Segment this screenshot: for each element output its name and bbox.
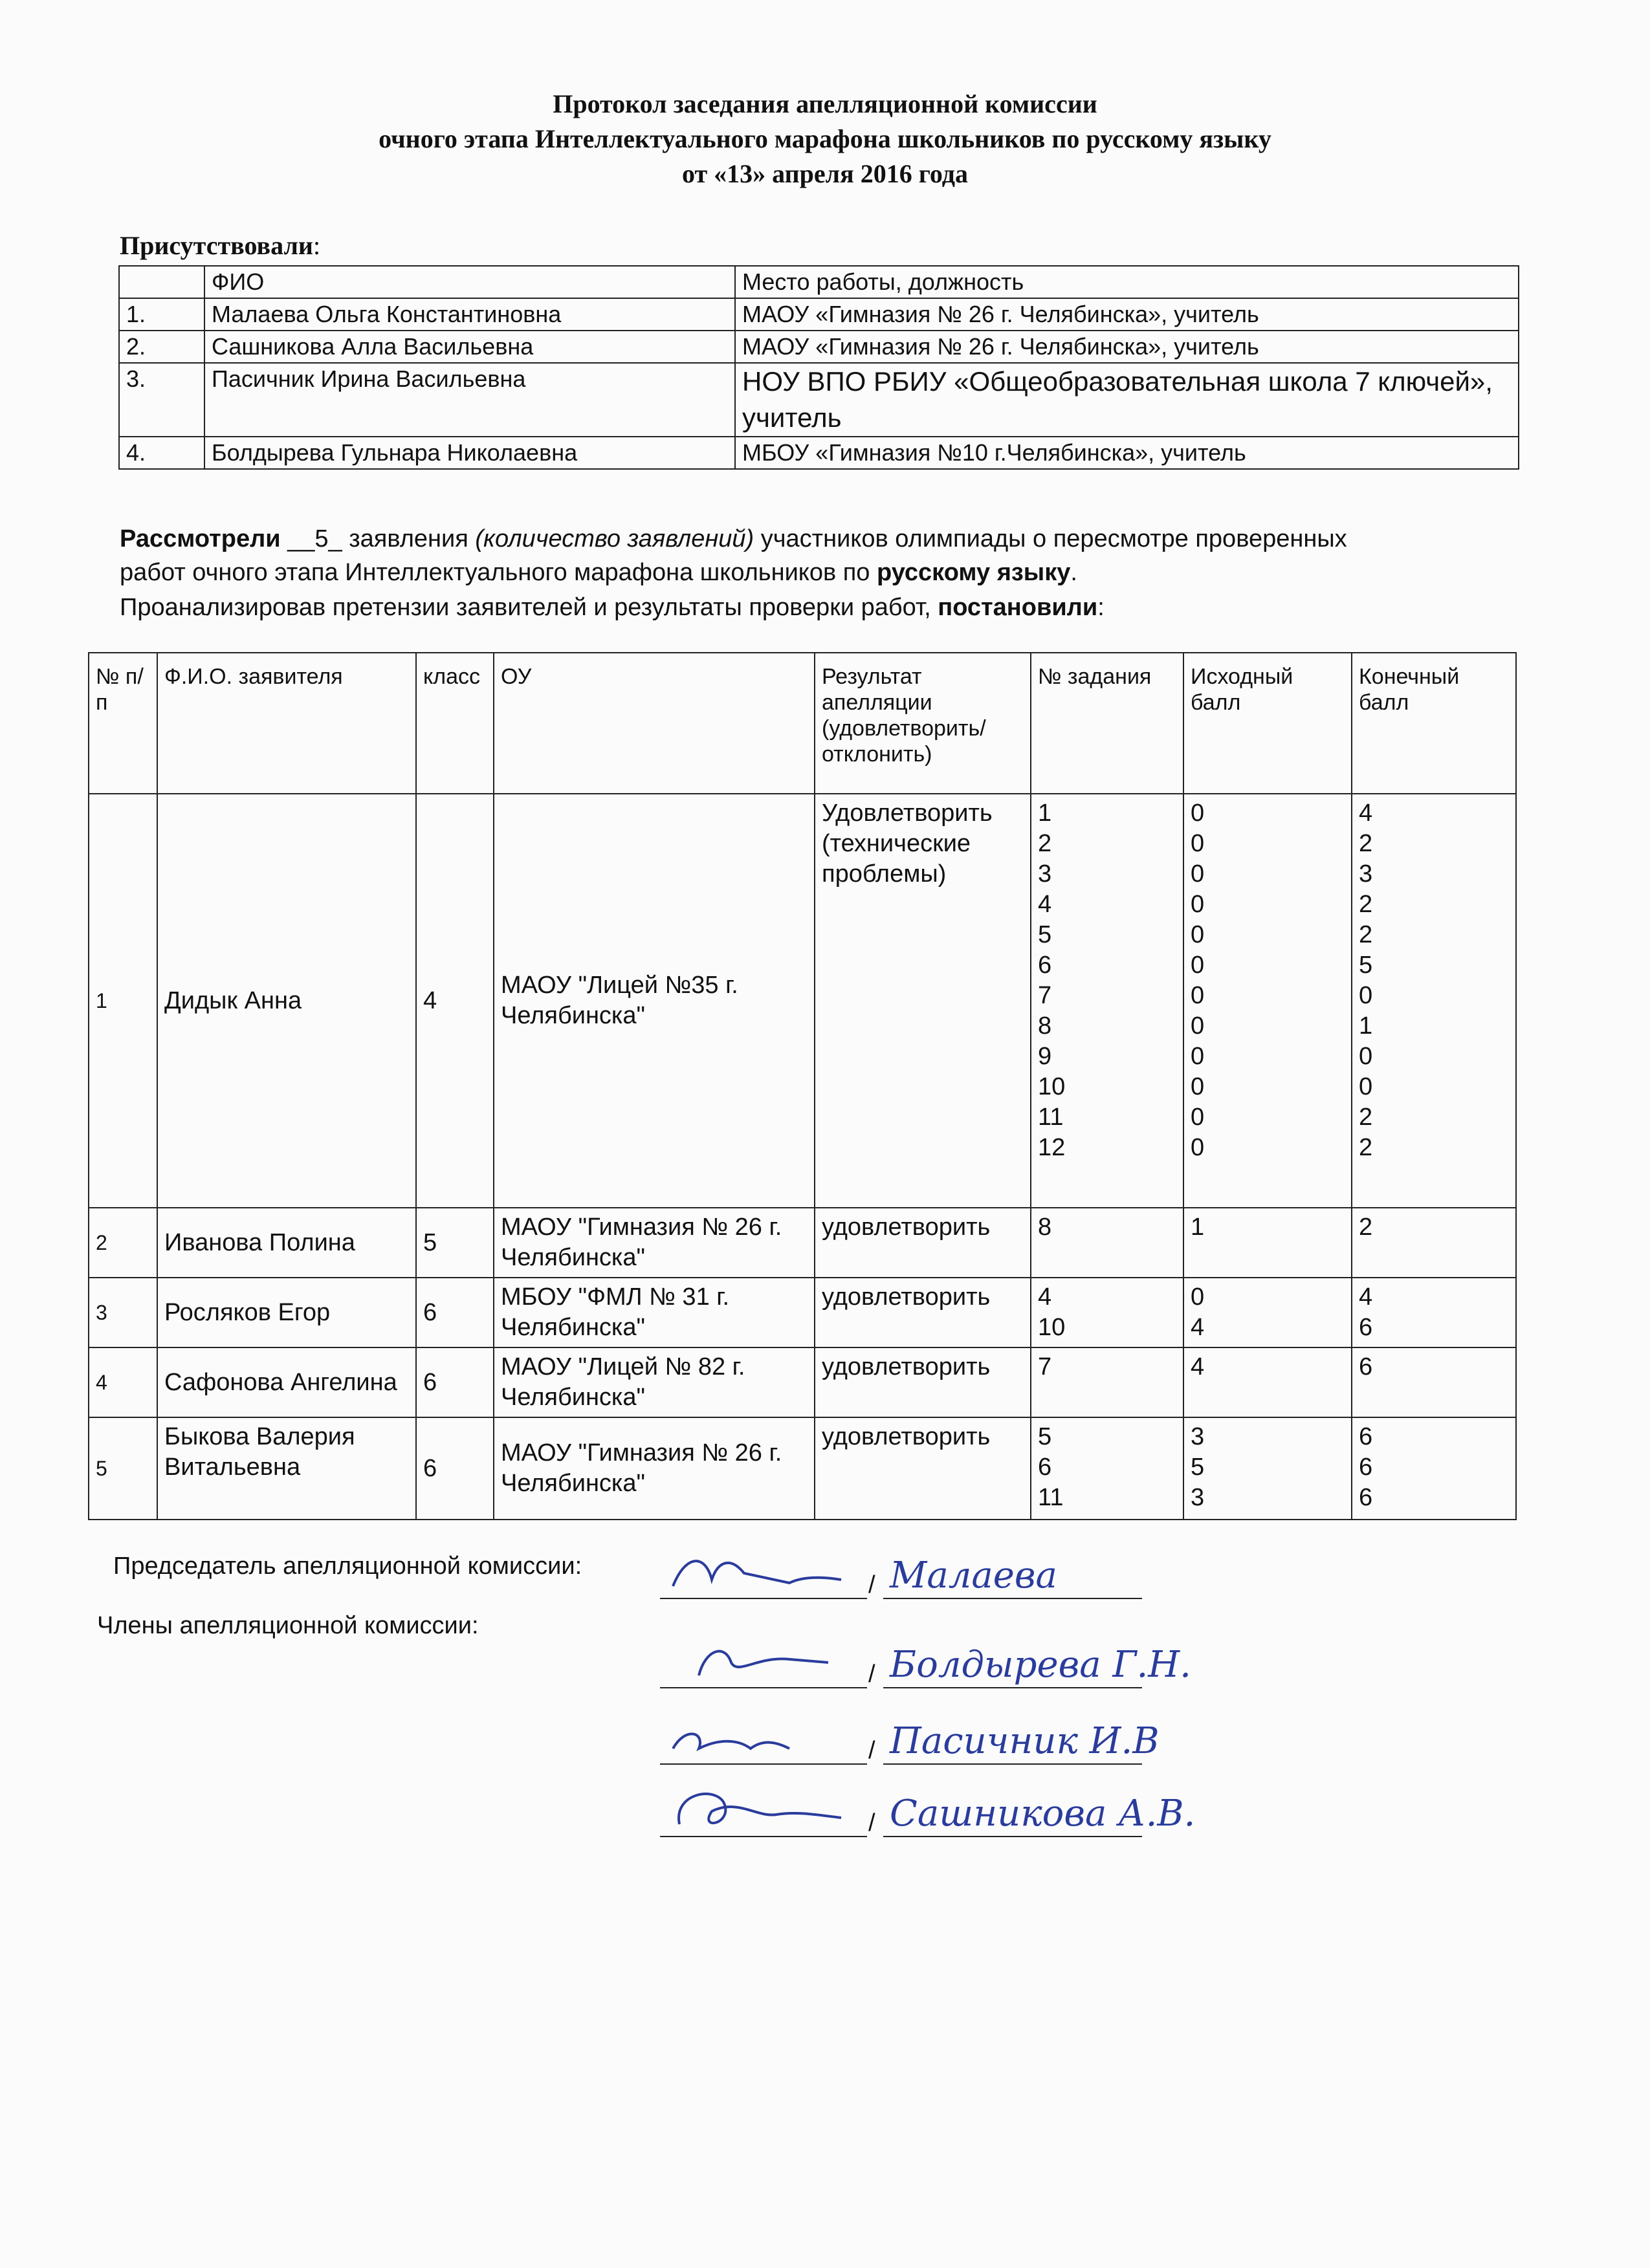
- list-item: 7: [1038, 982, 1052, 1009]
- list-item: 5: [1191, 1454, 1205, 1481]
- list-item: 6: [1359, 1484, 1373, 1511]
- list-item: 2: [1359, 830, 1373, 857]
- list-item: 6: [1038, 1454, 1052, 1481]
- initial-score-list: [1183, 1278, 1352, 1347]
- present-row: 3. Пасичник Ирина Васильевна НОУ ВПО РБИУ «Общеобразовательная школа 7 ключей», учитель: [119, 363, 1519, 437]
- resolution-line-2: работ очного этапа Интеллектуального марафона школьников по русскому языку.: [120, 559, 1077, 586]
- list-item: 4: [1191, 1314, 1205, 1341]
- list-item: 4: [1191, 1353, 1205, 1380]
- list-item: 6: [1359, 1314, 1373, 1341]
- list-item: 12: [1038, 1134, 1066, 1161]
- list-item: 0: [1359, 1043, 1373, 1070]
- list-item: 4: [1359, 1283, 1373, 1311]
- list-item: 10: [1038, 1314, 1066, 1341]
- task-list: [1031, 1417, 1183, 1520]
- final-score-list: [1352, 1278, 1516, 1347]
- appeal-row: 2 Иванова Полина 5 МАОУ "Гимназия № 26 г. Челябинска" удовлетворить 8 1 2: [89, 1208, 1516, 1278]
- document-title: Протокол заседания апелляционной комиссии: [553, 89, 1097, 118]
- list-item: 1: [1038, 800, 1052, 827]
- document-date: от «13» апреля 2016 года: [682, 159, 968, 188]
- list-item: 0: [1359, 1073, 1373, 1100]
- list-item: 1: [1191, 1214, 1205, 1241]
- list-item: 3: [1359, 860, 1373, 888]
- list-item: 0: [1359, 982, 1373, 1009]
- list-item: 8: [1038, 1214, 1052, 1241]
- list-item: 2: [1359, 921, 1373, 948]
- col-fio: ФИО: [204, 266, 735, 298]
- resolution-line-3: Проанализировав претензии заявителей и результаты проверки работ, постановили:: [120, 594, 1105, 621]
- appeal-row: 4 Сафонова Ангелина 6 МАОУ "Лицей № 82 г. Челябинска" удовлетворить 7 4 6: [89, 1347, 1516, 1417]
- appeals-table: [88, 652, 1517, 1520]
- final-score-list: [1352, 1208, 1516, 1278]
- signature-row-chair: / Малаева: [660, 1547, 1145, 1599]
- list-item: 0: [1191, 1104, 1205, 1131]
- list-item: 0: [1191, 982, 1205, 1009]
- signature-name: Пасичник И.В: [890, 1720, 1160, 1762]
- list-item: 0: [1191, 921, 1205, 948]
- list-item: 4: [1359, 800, 1373, 827]
- list-item: 4: [1038, 891, 1052, 918]
- list-item: 0: [1191, 1283, 1205, 1311]
- present-table: [118, 265, 1519, 470]
- list-item: 1: [1359, 1012, 1373, 1040]
- list-item: 6: [1359, 1353, 1373, 1380]
- initial-score-list: [1183, 1417, 1352, 1520]
- list-item: 0: [1191, 1012, 1205, 1040]
- list-item: 11: [1038, 1104, 1064, 1131]
- list-item: 0: [1191, 800, 1205, 827]
- list-item: 2: [1359, 1214, 1373, 1241]
- list-item: 3: [1191, 1484, 1205, 1511]
- appeal-row: 3 Росляков Егор 6 МБОУ "ФМЛ № 31 г. Челябинска" удовлетворить 4 10 0 4 4 6: [89, 1278, 1516, 1347]
- resolution-line-1: Рассмотрели __5_ заявления (количество заявлений) участников олимпиады о пересмотре проверенных: [120, 525, 1347, 552]
- initial-score-list: [1183, 794, 1352, 1208]
- present-table-header: [119, 266, 1519, 298]
- appeal-row: 5 Быкова Валерия Витальевна 6 МАОУ "Гимназия № 26 г. Челябинска" удовлетворить 5 6 11 3 5 3 6 6 6: [89, 1417, 1516, 1520]
- signature-name: Болдырева Г.Н.: [890, 1644, 1191, 1686]
- members-label: Члены апелляционной комиссии:: [97, 1612, 479, 1639]
- list-item: 0: [1191, 860, 1205, 888]
- list-item: 2: [1038, 830, 1052, 857]
- signature-row-member: / Болдырева Г.Н.: [660, 1637, 1145, 1688]
- signature-scribble: [660, 1713, 854, 1765]
- final-score-list: [1352, 1347, 1516, 1417]
- task-list: [1031, 1347, 1183, 1417]
- signature-name: Малаева: [890, 1554, 1057, 1597]
- present-row: 1. Малаева Ольга Константиновна МАОУ «Гимназия № 26 г. Челябинска», учитель: [119, 298, 1519, 331]
- list-item: 2: [1359, 1104, 1373, 1131]
- list-item: 7: [1038, 1353, 1052, 1380]
- list-item: 0: [1191, 1043, 1205, 1070]
- applications-count: __5_: [287, 525, 342, 552]
- list-item: 3: [1191, 1423, 1205, 1450]
- list-item: 6: [1359, 1423, 1373, 1450]
- list-item: 4: [1038, 1283, 1052, 1311]
- signature-row-member: / Сашникова А.В.: [660, 1785, 1145, 1837]
- final-score-list: [1352, 794, 1516, 1208]
- list-item: 11: [1038, 1484, 1064, 1511]
- task-list: [1031, 794, 1183, 1208]
- list-item: 3: [1038, 860, 1052, 888]
- list-item: 9: [1038, 1043, 1052, 1070]
- task-list: [1031, 1208, 1183, 1278]
- initial-score-list: [1183, 1347, 1352, 1417]
- list-item: 5: [1359, 952, 1373, 979]
- signature-name: Сашникова А.В.: [890, 1793, 1196, 1835]
- list-item: 0: [1191, 830, 1205, 857]
- signature-scribble: [660, 1547, 854, 1599]
- present-label: Присутствовали:: [120, 231, 321, 260]
- signature-scribble: [660, 1779, 854, 1837]
- present-row: 2. Сашникова Алла Васильевна МАОУ «Гимназия № 26 г. Челябинска», учитель: [119, 331, 1519, 363]
- appeal-row: 1 Дидык Анна 4 МАОУ "Лицей №35 г. Челябинска" Удовлетворить (технические проблемы) 1 2 3 4 5 6 7 8 9 10 11 12 0 0 0 0 0 0 0 0 0 0 0 0 4 2 3 2 2 5 0 1 0 0 2 2: [89, 794, 1516, 1208]
- initial-score-list: [1183, 1208, 1352, 1278]
- present-row: 4. Болдырева Гульнара Николаевна МБОУ «Гимназия №10 г.Челябинска», учитель: [119, 437, 1519, 469]
- list-item: 0: [1191, 1134, 1205, 1161]
- document-subtitle: очного этапа Интеллектуального марафона школьников по русскому языку: [379, 124, 1271, 153]
- appeals-header-row: № п/п Ф.И.О. заявителя класс ОУ Результат апелляции (удовлетворить/ отклонить) № задания Исходный балл Конечный балл: [89, 653, 1516, 794]
- signature-row-member: / Пасичник И.В: [660, 1713, 1145, 1765]
- chair-label: Председатель апелляционной комиссии:: [113, 1553, 582, 1580]
- list-item: 2: [1359, 891, 1373, 918]
- list-item: 5: [1038, 921, 1052, 948]
- list-item: 6: [1038, 952, 1052, 979]
- final-score-list: [1352, 1417, 1516, 1520]
- list-item: 0: [1191, 952, 1205, 979]
- list-item: 0: [1191, 891, 1205, 918]
- list-item: 8: [1038, 1012, 1052, 1040]
- list-item: 6: [1359, 1454, 1373, 1481]
- list-item: 0: [1191, 1073, 1205, 1100]
- col-work: Место работы, должность: [735, 266, 1519, 298]
- signature-scribble: [660, 1637, 854, 1688]
- list-item: 5: [1038, 1423, 1052, 1450]
- task-list: [1031, 1278, 1183, 1347]
- list-item: 2: [1359, 1134, 1373, 1161]
- list-item: 10: [1038, 1073, 1066, 1100]
